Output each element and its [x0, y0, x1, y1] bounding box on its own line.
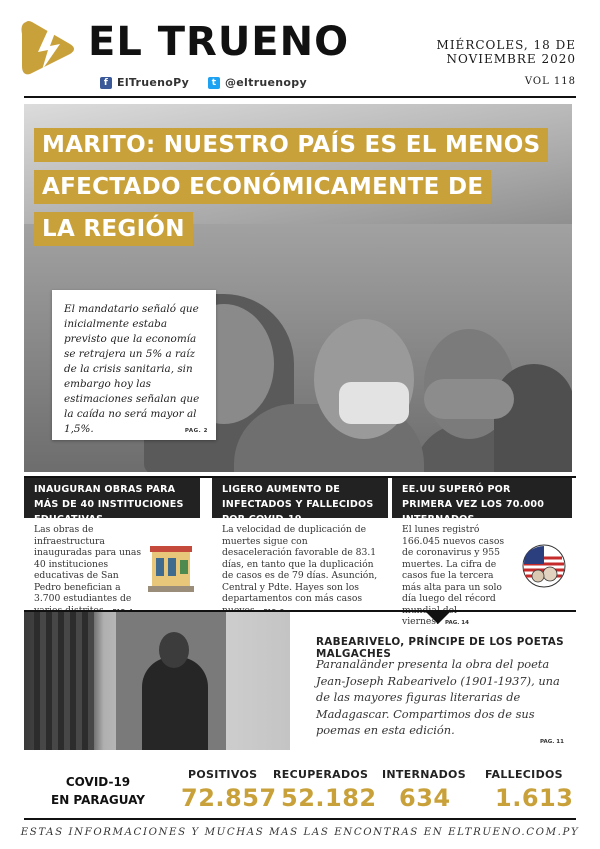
facebook-icon: f [100, 77, 112, 89]
twitter-link[interactable] [208, 76, 307, 89]
footer-text[interactable]: ESTAS INFORMACIONES Y MUCHAS MAS LAS ENCONTRAS EN ELTRUENO.COM.PY [20, 827, 580, 838]
stat-value: 52.182 [281, 784, 377, 812]
hero-headline[interactable] [34, 128, 554, 254]
covid-title-line: EN PARAGUAY [51, 793, 145, 807]
story-title: EE.UU SUPERÓ POR PRIMERA VEZ LOS 70.000 INTERNADOS [392, 478, 572, 518]
twitter-icon: t [208, 77, 220, 89]
headline-line: AFECTADO ECONÓMICAMENTE DE [34, 170, 491, 204]
us-flag-icon [522, 544, 566, 588]
story-body: La velocidad de duplicación de muertes sigue con desaceleración favorable de 83.1 días, en tanto que la duplicación de casos es de 79 días. Asunción, Central y Pdte. Hayes son los departamentos con más casos [222, 524, 378, 604]
feature-body: Paranaländer presenta la obra del poeta Jean-Joseph Rabearivelo (1901-1937), una de las mayores figuras literarias de Madagascar. Compartimos dos de sus poemas en esta edición. [316, 657, 560, 737]
section-pointer [425, 611, 451, 624]
covid-title-line: COVID-19 [65, 775, 131, 789]
facebook-link[interactable] [100, 76, 189, 89]
stat-value: 1.613 [495, 784, 574, 812]
story-card[interactable] [24, 478, 200, 608]
issue-date: MIÉRCOLES, 18 DE NOVIEMBRE 2020 [436, 38, 576, 66]
story-body: El lunes registró 166.045 nuevos casos de coronavirus y 955 muertes. La cifra de casos fue la tercera más alta para un solo día luego del récord viernes. [402, 524, 505, 627]
facebook-handle: ElTruenoPy [117, 76, 190, 89]
stat-label: FALLECIDOS [485, 768, 563, 781]
page-ref: PAG. 2 [184, 428, 208, 434]
stat-value: 634 [399, 784, 451, 812]
story-title: LIGERO AUMENTO DE INFECTADOS Y FALLECIDOS POR COVID-19 [212, 478, 388, 518]
issue-volume: VOL 118 [524, 76, 576, 87]
feature-title[interactable]: RABEARIVELO, PRÍNCIPE DE LOS POETAS MALGACHES [316, 636, 564, 660]
stat-value: 72.857 [181, 784, 277, 812]
covid-title [50, 773, 146, 809]
story-body: Las obras de infraestructura inauguradas para unas 40 instituciones educativas de San Pedro benefician a 3.700 estudiantes de [34, 524, 142, 604]
page-ref: PAG. 11 [540, 739, 564, 745]
school-icon [148, 538, 194, 594]
headline-line: MARITO: NUESTRO PAÍS ES EL MENOS [34, 128, 548, 162]
hero-summary: El mandatario señaló que inicialmente estaba previsto que la economía se retrajera un 5% a raíz de la crisis sanitaria, sin embargo hoy las estimaciones señalan que la caída no será mayor al 1,5%. [64, 303, 200, 435]
page-ref: PAG. 14 [444, 620, 469, 626]
hero-summary-box [52, 290, 216, 440]
stat-label: POSITIVOS [188, 768, 258, 781]
story-card[interactable] [392, 478, 572, 627]
headline-line: LA REGIÓN [34, 212, 193, 246]
twitter-handle: @eltruenopy [225, 76, 307, 89]
brand-title[interactable]: EL TRUENO [88, 19, 350, 65]
story-title: INAUGURAN OBRAS PARA MÁS DE 40 INSTITUCIONES EDUCATIVAS [24, 478, 200, 518]
brand-logo-icon [18, 16, 80, 82]
stat-label: INTERNADOS [382, 768, 466, 781]
divider [24, 96, 576, 98]
story-card[interactable] [212, 478, 388, 608]
divider [24, 818, 576, 820]
stat-label: RECUPERADOS [273, 768, 369, 781]
poet-photo[interactable] [24, 612, 290, 750]
